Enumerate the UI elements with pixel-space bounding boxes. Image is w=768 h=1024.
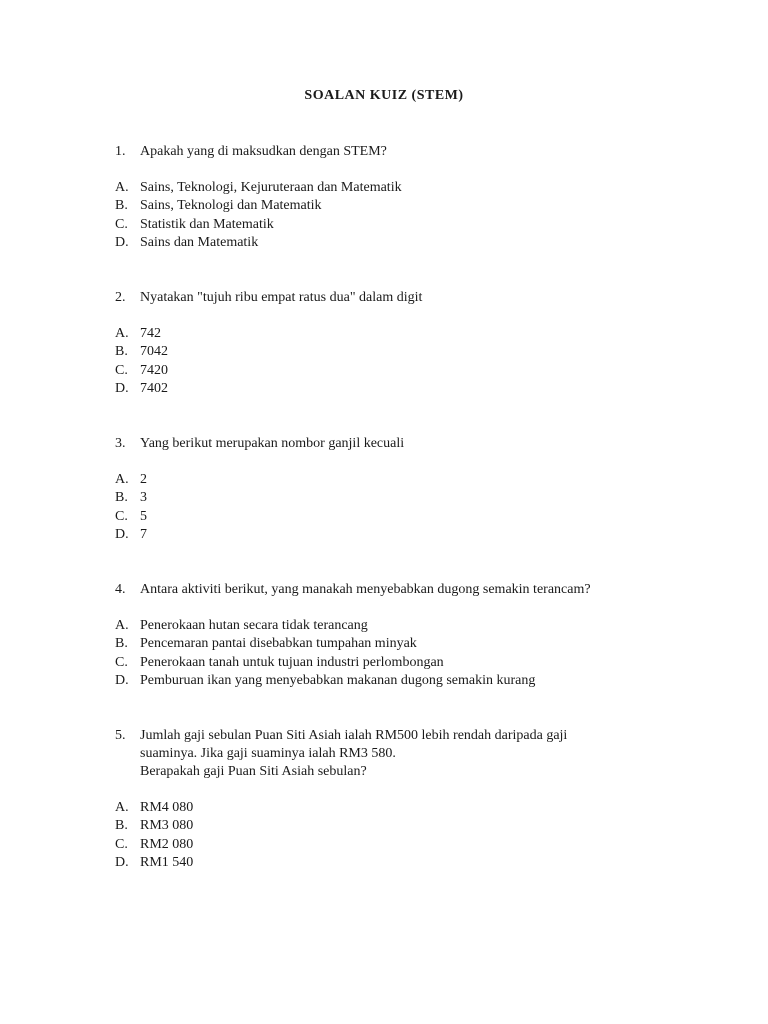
option-letter: A.: [115, 472, 129, 487]
option-c: [115, 836, 675, 854]
option-text: RM1 540: [140, 854, 194, 870]
option-text: RM3 080: [140, 818, 194, 834]
question-line: Berapakah gaji Puan Siti Asiah sebulan?: [140, 764, 367, 779]
question-4: [115, 581, 675, 690]
question-2: [115, 289, 675, 398]
option-list: [115, 471, 675, 544]
option-text: Penerokaan hutan secara tidak terancang: [140, 618, 368, 633]
question-line: Antara aktiviti berikut, yang manakah menyebabkan dugong semakin terancam?: [140, 582, 591, 597]
option-letter: C.: [115, 654, 128, 670]
option-text: Sains, Teknologi, Kejuruteraan dan Matematik: [140, 180, 402, 195]
option-letter: A.: [115, 326, 129, 341]
question-number: 2.: [115, 290, 126, 305]
option-letter: D.: [115, 854, 129, 870]
question-number: 1.: [115, 144, 126, 159]
option-a: [115, 325, 675, 343]
question-text: [115, 581, 675, 599]
option-text: 7402: [140, 380, 168, 396]
question-text: [115, 727, 675, 781]
option-a: [115, 799, 675, 817]
option-text: RM4 080: [140, 800, 194, 815]
option-text: Sains dan Matematik: [140, 234, 259, 250]
option-letter: D.: [115, 380, 129, 396]
option-b: [115, 343, 675, 361]
option-letter: D.: [115, 526, 129, 542]
question-text: [115, 435, 675, 453]
option-text: RM2 080: [140, 836, 194, 852]
option-text: Pencemaran pantai disebabkan tumpahan minyak: [140, 636, 417, 652]
option-a: [115, 471, 675, 489]
question-line: Jumlah gaji sebulan Puan Siti Asiah ialah RM500 lebih rendah daripada gaji: [140, 728, 568, 743]
question-1: [115, 143, 675, 252]
option-letter: B.: [115, 490, 128, 506]
option-a: [115, 617, 675, 635]
option-letter: B.: [115, 198, 128, 214]
option-letter: C.: [115, 362, 128, 378]
option-text: 742: [140, 326, 161, 341]
question-5: [115, 727, 675, 872]
option-list: [115, 325, 675, 398]
option-letter: B.: [115, 344, 128, 360]
option-text: 2: [140, 472, 147, 487]
option-text: Sains, Teknologi dan Matematik: [140, 198, 322, 214]
option-b: [115, 489, 675, 507]
option-d: [115, 854, 675, 872]
option-letter: B.: [115, 636, 128, 652]
option-letter: A.: [115, 800, 129, 815]
option-letter: A.: [115, 180, 129, 195]
question-line: Nyatakan "tujuh ribu empat ratus dua" dalam digit: [140, 290, 423, 305]
question-number: 4.: [115, 582, 126, 597]
option-b: [115, 817, 675, 835]
option-text: 7042: [140, 344, 168, 360]
option-list: [115, 179, 675, 252]
question-line: suaminya. Jika gaji suaminya ialah RM3 580.: [140, 746, 396, 761]
option-text: 3: [140, 490, 147, 506]
option-b: [115, 635, 675, 653]
option-letter: D.: [115, 234, 129, 250]
option-d: [115, 380, 675, 398]
page-title: SOALAN KUIZ (STEM): [304, 88, 464, 103]
option-c: [115, 508, 675, 526]
question-text: [115, 289, 675, 307]
option-letter: B.: [115, 818, 128, 834]
question-line: Yang berikut merupakan nombor ganjil kecuali: [140, 436, 405, 451]
option-letter: A.: [115, 618, 129, 633]
option-b: [115, 197, 675, 215]
option-letter: C.: [115, 836, 128, 852]
option-text: 5: [140, 508, 147, 524]
option-c: [115, 362, 675, 380]
option-list: [115, 617, 675, 690]
option-text: Pemburuan ikan yang menyebabkan makanan dugong semakin kurang: [140, 672, 536, 688]
option-text: 7420: [140, 362, 168, 378]
option-text: Penerokaan tanah untuk tujuan industri perlombongan: [140, 654, 444, 670]
option-letter: C.: [115, 508, 128, 524]
option-text: Statistik dan Matematik: [140, 216, 274, 232]
option-d: [115, 234, 675, 252]
question-line: Apakah yang di maksudkan dengan STEM?: [140, 144, 387, 159]
option-letter: D.: [115, 672, 129, 688]
option-text: 7: [140, 526, 147, 542]
question-3: [115, 435, 675, 544]
option-c: [115, 654, 675, 672]
question-number: 3.: [115, 436, 126, 451]
question-text: [115, 143, 675, 161]
option-a: [115, 179, 675, 197]
option-list: [115, 799, 675, 872]
option-c: [115, 216, 675, 234]
question-number: 5.: [115, 728, 126, 743]
option-letter: C.: [115, 216, 128, 232]
option-d: [115, 526, 675, 544]
option-d: [115, 672, 675, 690]
